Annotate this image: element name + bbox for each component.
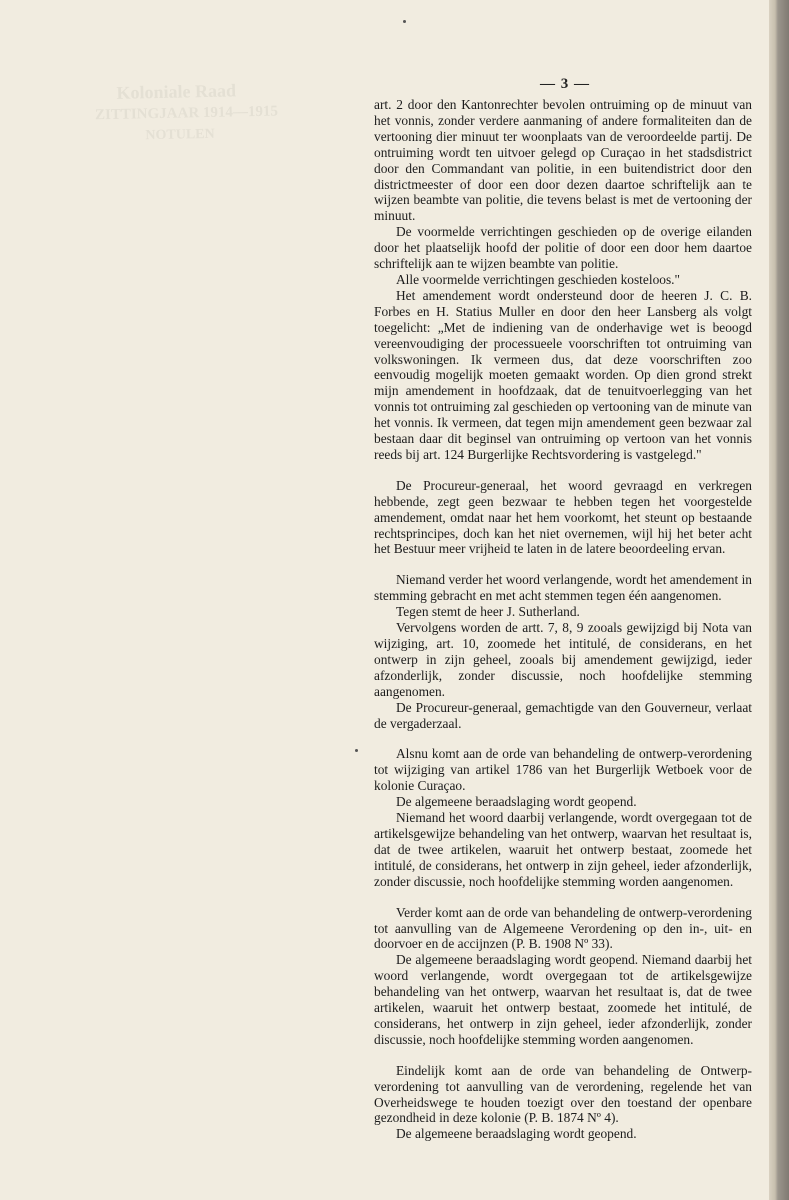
paragraph: Het amendement wordt ondersteund door de heeren J. C. B. Forbes en H. Statius Muller en door den heer Lansberg als volgt toegelicht: „Met de indiening van de onderhavige wet is beoogd vereenvoudiging der processueele voorschriften tot ontruiming van volkswoningen. Ik vermeen dus, dat deze voorschriften zoo eenvoudig mogelijk moeten gemaakt worden. Op dien grond strekt mijn amendement in hoofdzaak, dat de tenuitvoerlegging van het vonnis tot ontruiming zal geschieden op vertooning van de minute van het vonnis. Ik vermeen, dat tegen mijn amendement geen bezwaar zal bestaan daar dit beginsel van ontruiming op vertoon van het vonnis reeds bij art. 124 Burgerlijke Rechtsvordering is vastgelegd." (374, 287, 752, 462)
page-edge-shadow (769, 0, 789, 1200)
bleed-line: Koloniale Raad (116, 80, 237, 103)
bleed-line: NOTULEN (145, 126, 215, 144)
paragraph: Verder komt aan de orde van behandeling de ontwerp-verordening tot aanvulling van de Algemeene Verordening op den in-, uit- en doorvoer en de accijnzen (P. B. 1908 Nº 33). (374, 904, 752, 952)
speck (355, 749, 358, 752)
speck (403, 20, 406, 23)
bleed-line: ZITTINGJAAR 1914—1915 (94, 103, 279, 124)
page-number: — 3 — (540, 76, 590, 92)
paragraph: Alle voormelde verrichtingen geschieden kosteloos." (396, 271, 680, 287)
paragraph: Vervolgens worden de artt. 7, 8, 9 zooals gewijzigd bij Nota van wijziging, art. 10, zoomede het intitulé, de considerans, en het ontwerp in zijn geheel, zooals bij amendement gewijzigd, ieder afzonderlijk, zonder discussie, noch hoofdelijke stemming aangenomen. (374, 620, 752, 699)
paragraph: De Procureur-generaal, het woord gevraagd en verkregen hebbende, zegt geen bezwaar te hebben tegen het voorgestelde amendement, omdat naar het hem voorkomt, het steunt op bestaande rechtsprincipes, doch kan het niet overnemen, wijl hij het beter acht het Bestuur meer vrijheid te laten in de latere beoordeeling ervan. (374, 477, 752, 557)
paragraph: art. 2 door den Kantonrechter bevolen ontruiming op de minuut van het vonnis, zonder verdere aanmaning of andere formaliteiten dan de vertooning dier minuut ter woonplaats van de veroordeelde partij. De ontruiming wordt ten uitvoer gelegd op Curaçao in het stadsdistrict door den Commandant van politie, in een buitendistrict door den districtmeester of door een door dezen daartoe schriftelijk aan te wijzen beambte van politie, die tevens belast is met de vertooning der minuut. (374, 97, 752, 224)
paragraph: Eindelijk komt aan de orde van behandeling de Ontwerp-verordening tot aanvulling van de verordening, regelende het van Overheidswege te houden toezigt over den toestand der openbare gezondheid in deze kolonie (P. B. 1874 Nº 4). (374, 1062, 752, 1126)
body-text (374, 97, 752, 1142)
paragraph: Niemand verder het woord verlangende, wordt het amendement in stemming gebracht en met acht stemmen tegen één aangenomen. (374, 572, 752, 604)
paragraph: Niemand het woord daarbij verlangende, wordt overgegaan tot de artikelsgewijze behandeling van het ontwerp, waarvan het resultaat is, dat de twee artikelen, waaruit het ontwerp bestaat, zoomede het intitulé, de considerans, het ontwerp in zijn geheel, ieder afzonderlijk, zonder discussie, noch hoofdelijke stemming worden aangenomen. (374, 810, 752, 889)
paragraph: De algemeene beraadslaging wordt geopend. Niemand daarbij het woord verlangende, wordt overgegaan tot de artikelsgewijze behandeling van het ontwerp, waarvan het resultaat is, dat de twee artikelen, waaruit het ontwerp bestaat, zoomede het intitulé, de considerans, het ontwerp in zijn geheel, ieder afzonderlijk, zonder discussie, noch hoofdelijke stemming worden aangenomen. (374, 952, 752, 1047)
paragraph: De algemeene beraadslaging wordt geopend. (396, 794, 637, 810)
paragraph: De Procureur-generaal, gemachtigde van den Gouverneur, verlaat de vergaderzaal. (374, 699, 752, 731)
paragraph: Alsnu komt aan de orde van behandeling de ontwerp-verordening tot wijziging van artikel 1786 van het Burgerlijk Wetboek voor de kolonie Curaçao. (374, 746, 752, 794)
paragraph: De algemeene beraadslaging wordt geopend. (396, 1126, 637, 1142)
bleed-through-text (94, 78, 315, 149)
paragraph: De voormelde verrichtingen geschieden op de overige eilanden door het plaatselijk hoofd der politie of door een door hem daartoe schriftelijk aan te wijzen beambte van politie. (374, 224, 752, 272)
paragraph: Tegen stemt de heer J. Sutherland. (396, 604, 580, 620)
